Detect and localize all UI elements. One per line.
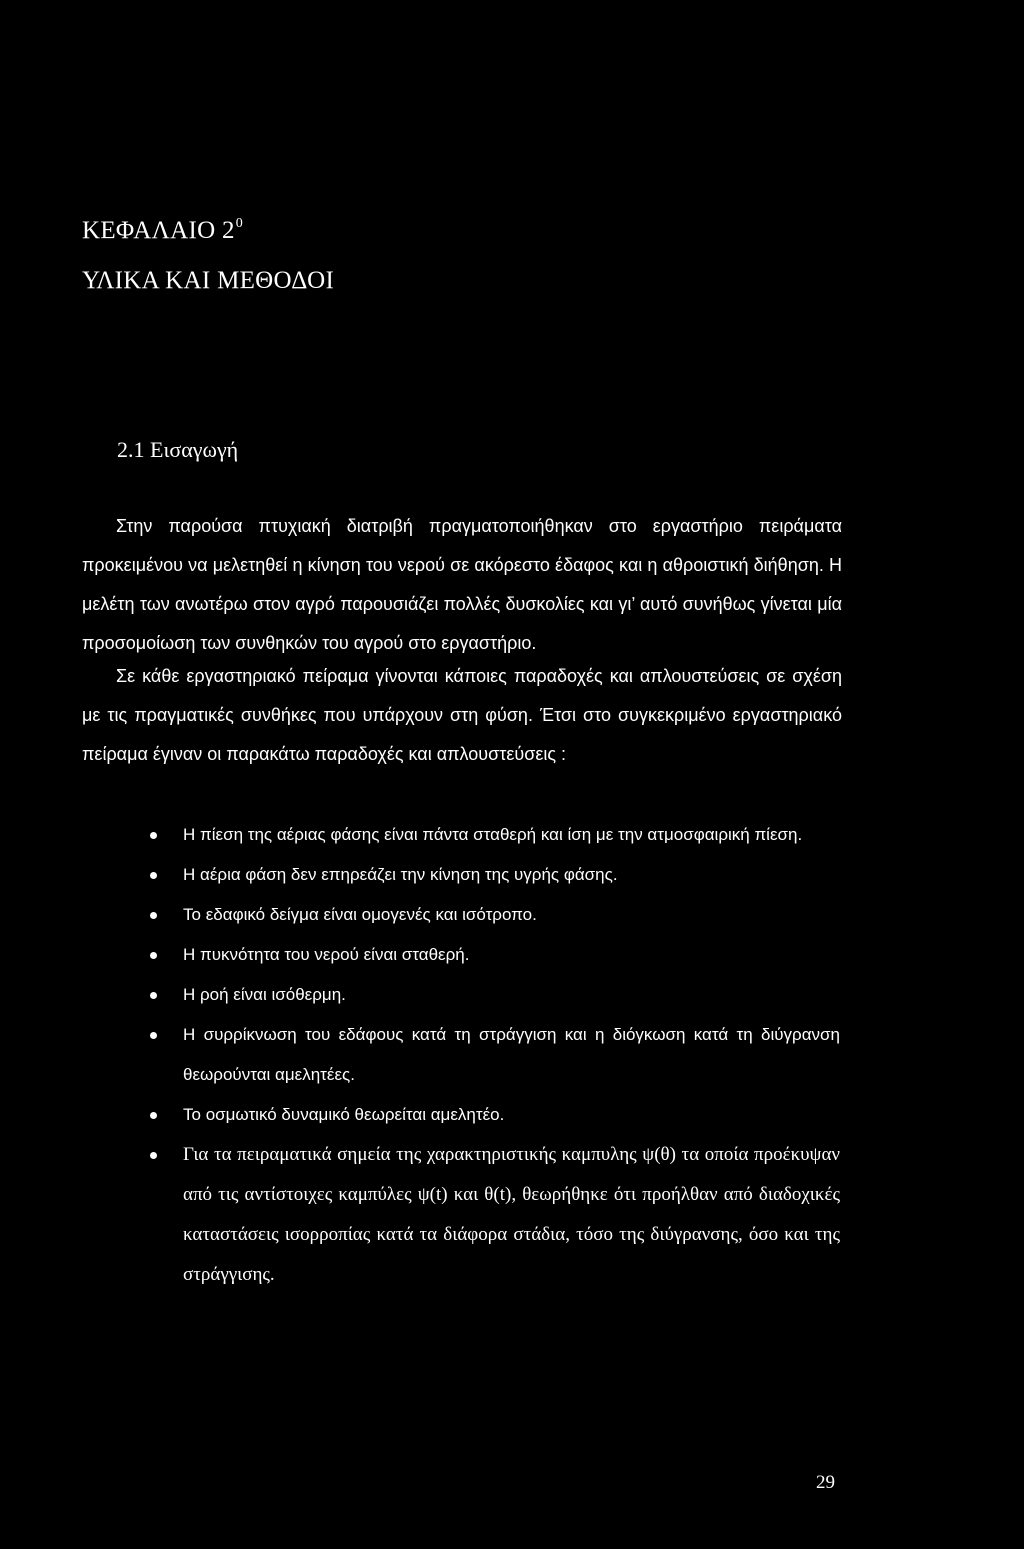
list-item [150, 1015, 840, 1095]
bullet-icon [150, 992, 157, 999]
list-item-text: Η πυκνότητα του νερού είναι σταθερή. [183, 945, 470, 964]
list-item [150, 935, 840, 975]
chapter-number [82, 217, 243, 245]
chapter-title: ΥΛΙΚΑ ΚΑΙ ΜΕΘΟΔΟΙ [82, 267, 335, 294]
bullet-icon [150, 1032, 157, 1039]
bullet-icon [150, 1152, 157, 1159]
list-item [150, 1135, 840, 1295]
list-item-text: Η πίεση της αέριας φάσης είναι πάντα σταθερή και ίση με την ατμοσφαιρική πίεση. [183, 825, 803, 844]
bullet-icon [150, 872, 157, 879]
bullet-icon [150, 1112, 157, 1119]
list-item-text: Το οσμωτικό δυναμικό θεωρείται αμελητέο. [183, 1105, 505, 1124]
list-item-text: Η ροή είναι ισόθερμη. [183, 985, 346, 1004]
list-item [150, 895, 840, 935]
list-item-text: Η αέρια φάση δεν επηρεάζει την κίνηση της υγρής φάσης. [183, 865, 618, 884]
list-item-text: Για τα πειραματικά σημεία της χαρακτηριστικής καμπυλης ψ(θ) τα οποία προέκυψαν από τις αντίστοιχες καμπύλες ψ(t) και θ(t), θεωρήθηκε ότι προήλθαν από διαδοχικές καταστάσεις ισορροπίας κατά τα διάφορα στάδια, τόσο της διύγρανσης, όσο και της στράγγισης. [183, 1144, 840, 1285]
bullet-icon [150, 952, 157, 959]
chapter-label: ΚΕΦΑΛΑΙΟ 2 [82, 217, 235, 244]
list-item [150, 815, 840, 855]
paragraph-intro: Στην παρούσα πτυχιακή διατριβή πραγματοποιήθηκαν στο εργαστήριο πειράματα προκειμένου να μελετηθεί η κίνηση του νερού σε ακόρεστο έδαφος και η αθροιστική διήθηση. Η μελέτη των ανωτέρω στον αγρό παρουσιάζει πολλές δυσκολίες και γι’ αυτό συνήθως γίνεται μία προσομοίωση των συνθηκών του αγρού στο εργαστήριο. [82, 516, 842, 653]
list-item [150, 975, 840, 1015]
bullet-icon [150, 912, 157, 919]
list-item-text: Η συρρίκνωση του εδάφους κατά τη στράγγιση και η διόγκωση κατά τη διύγρανση θεωρούνται αμελητέες. [183, 1025, 840, 1084]
bullet-icon [150, 832, 157, 839]
paragraph-assumptions-intro: Σε κάθε εργαστηριακό πείραμα γίνονται κάποιες παραδοχές και απλουστεύσεις σε σχέση με τις πραγματικές συνθήκες που υπάρχουν στη φύση. Έτσι στο συγκεκριμένο εργαστηριακό πείραμα έγιναν οι παρακάτω παραδοχές και απλουστεύσεις : [82, 666, 842, 764]
list-item [150, 855, 840, 895]
list-item [150, 1095, 840, 1135]
list-item-text: Το εδαφικό δείγμα είναι ομογενές και ισότροπο. [183, 905, 537, 924]
section-title: 2.1 Εισαγωγή [117, 437, 239, 462]
assumptions-list [150, 815, 840, 1295]
chapter-superscript: 0 [235, 216, 244, 231]
page-number: 29 [816, 1472, 835, 1493]
